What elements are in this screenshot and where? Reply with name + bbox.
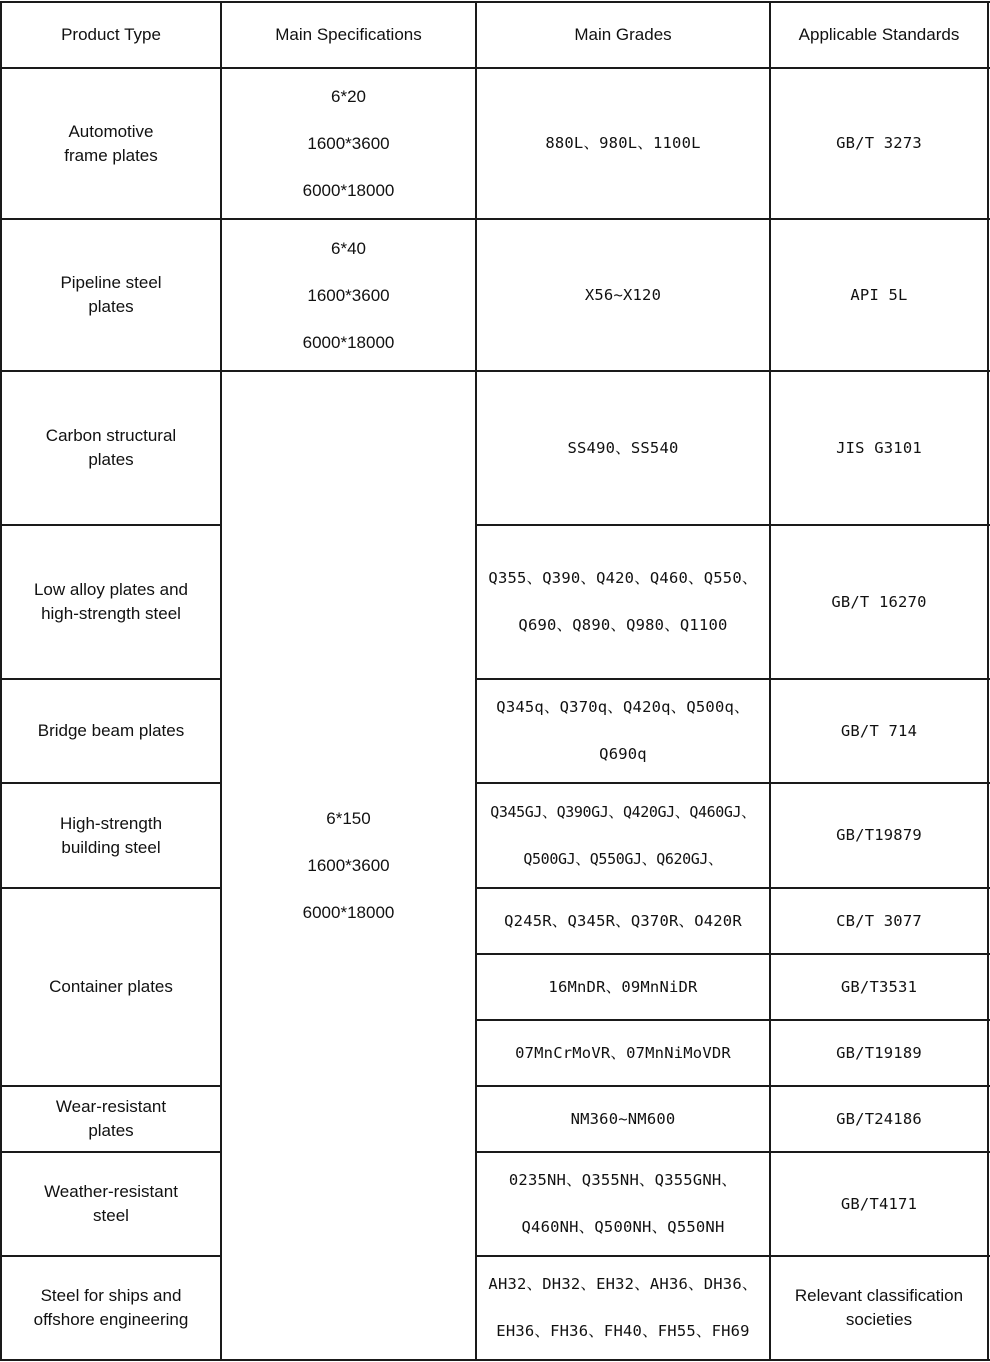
header-main-specifications: Main Specifications xyxy=(275,25,422,44)
standard-cell: GB/T24186 xyxy=(836,1109,922,1128)
standard-cell: GB/T 16270 xyxy=(831,592,927,611)
product-type-cell: High-strength building steel xyxy=(59,813,163,857)
standard-cell: JIS G3101 xyxy=(836,438,922,457)
grades-cell: Q355、Q390、Q420、Q460、Q550、 Q690、Q890、Q980、Q1100 xyxy=(488,569,758,634)
standard-cell: GB/T3531 xyxy=(840,977,918,996)
product-type-cell: Container plates xyxy=(49,977,173,996)
product-type-cell: Carbon structural plates xyxy=(45,426,177,469)
standard-cell: GB/T19189 xyxy=(836,1043,922,1062)
grades-cell: 07MnCrMoVR、07MnNiMoVDR xyxy=(515,1043,731,1062)
grades-cell: Q245R、Q345R、Q370R、O420R xyxy=(504,911,742,930)
grades-cell: SS490、SS540 xyxy=(567,438,679,457)
standard-cell: GB/T 714 xyxy=(840,721,918,740)
standard-cell: GB/T4171 xyxy=(840,1194,918,1213)
grades-cell: NM360~NM600 xyxy=(570,1109,676,1128)
table-border-right xyxy=(987,1,989,1361)
standard-cell: API 5L xyxy=(850,285,908,304)
grades-cell: 880L、980L、1100L xyxy=(545,134,701,152)
standard-cell: Relevant classification societies xyxy=(794,1286,964,1329)
product-type-cell: Pipeline steel plates xyxy=(60,273,162,316)
standard-cell: GB/T 3273 xyxy=(836,134,922,152)
product-type-cell: Low alloy plates and high-strength steel xyxy=(33,580,189,623)
grades-cell: 16MnDR、09MnNiDR xyxy=(548,977,698,996)
merged-specifications-cell: 6*150 1600*3600 6000*18000 xyxy=(302,809,395,922)
grades-cell: Q345GJ、Q390GJ、Q420GJ、Q460GJ、 Q500GJ、Q550GJ、Q620GJ、 xyxy=(490,802,756,868)
specifications-cell: 6*40 1600*3600 6000*18000 xyxy=(302,238,395,352)
grades-cell: AH32、DH32、EH32、AH36、DH36、 EH36、FH36、FH40、FH55、FH69 xyxy=(488,1275,758,1340)
grades-cell: Q345q、Q370q、Q420q、Q500q、 Q690q xyxy=(496,698,750,763)
grades-cell: X56~X120 xyxy=(584,285,662,304)
grades-cell: 0235NH、Q355NH、Q355GNH、 Q460NH、Q500NH、Q550NH xyxy=(508,1171,738,1236)
standard-cell: GB/T19879 xyxy=(836,826,922,844)
product-type-cell: Automotive frame plates xyxy=(64,121,158,165)
header-product-type: Product Type xyxy=(61,25,161,44)
table-border-bottom xyxy=(0,1359,990,1361)
product-type-cell: Wear-resistant plates xyxy=(55,1097,167,1140)
standard-cell: CB/T 3077 xyxy=(836,911,922,930)
product-type-cell: Bridge beam plates xyxy=(37,721,185,740)
product-type-cell: Weather-resistant steel xyxy=(44,1182,178,1225)
product-type-cell: Steel for ships and offshore engineering xyxy=(33,1286,189,1329)
header-main-grades: Main Grades xyxy=(574,25,672,44)
header-applicable-standards: Applicable Standards xyxy=(798,25,960,44)
specifications-cell: 6*20 1600*3600 6000*18000 xyxy=(302,87,395,200)
